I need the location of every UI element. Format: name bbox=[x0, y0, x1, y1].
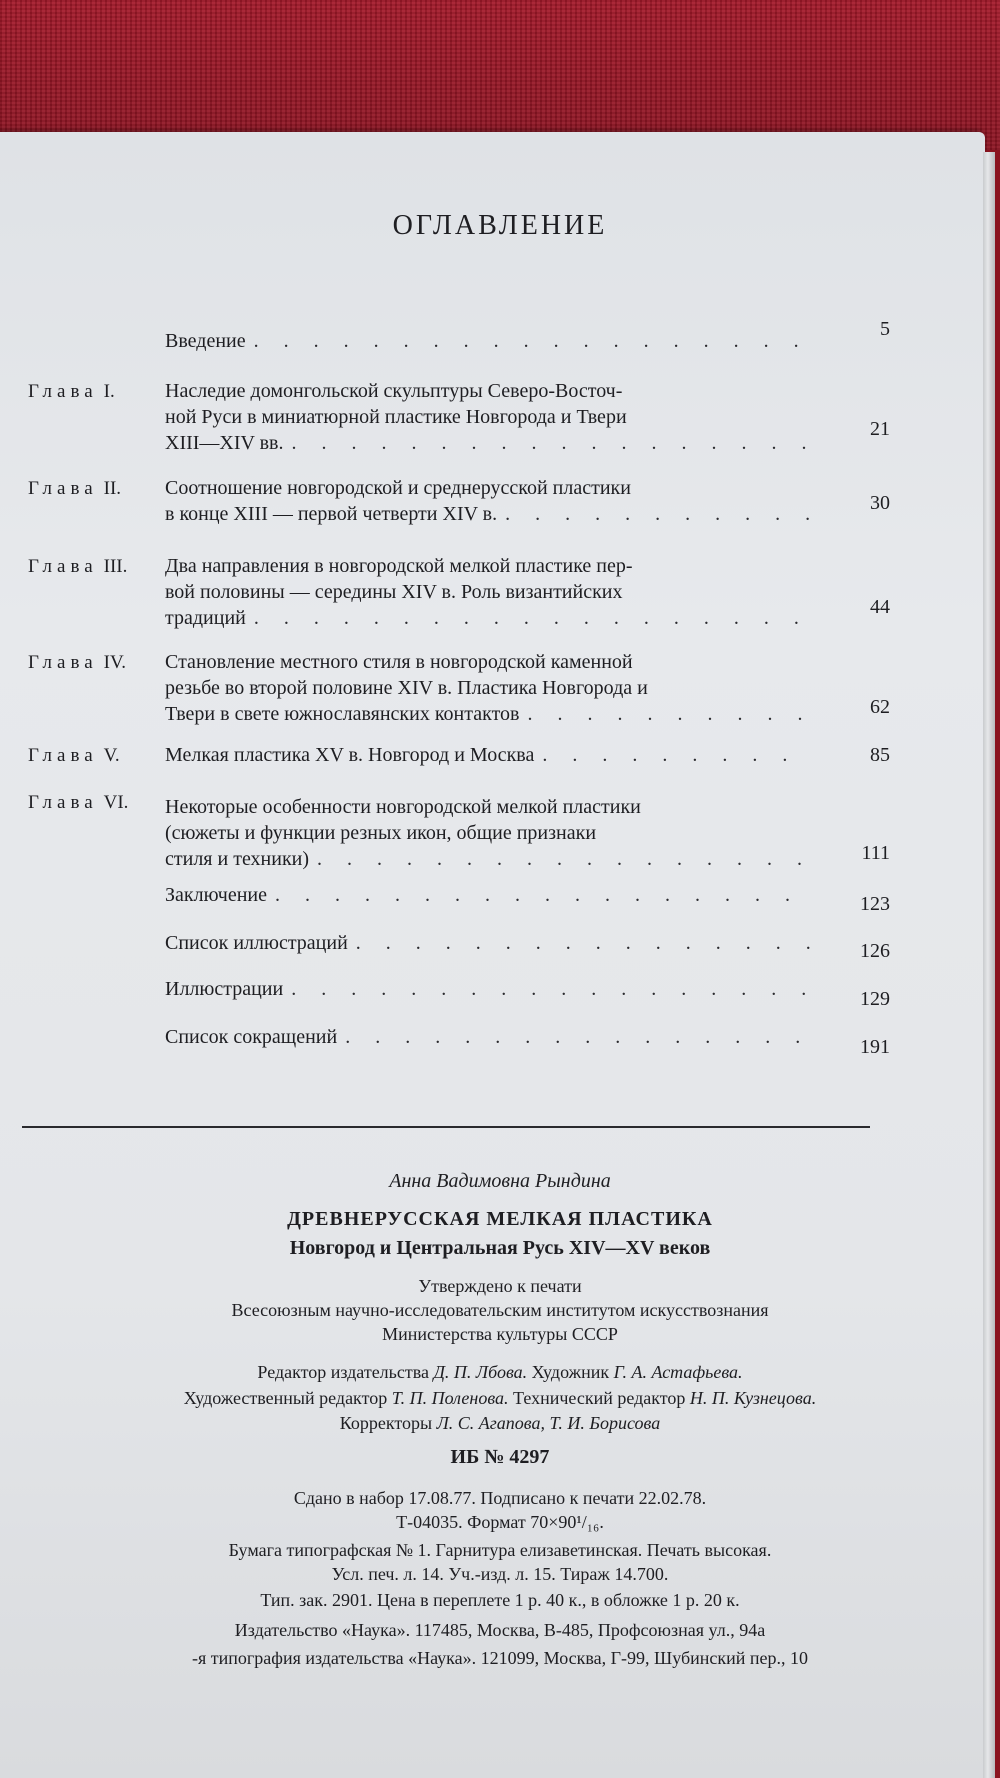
toc-page-number: 30 bbox=[870, 492, 890, 514]
dot-leader bbox=[275, 882, 810, 908]
book-subtitle: Новгород и Центральная Русь XIV—XV веков bbox=[289, 1237, 711, 1259]
toc-entry-chapter-5: Мелкая пластика XV в. Новгород и Москва . . . bbox=[165, 742, 810, 768]
print-line-1: Сдано в набор 17.08.77. Подписано к печати 22.02.78. bbox=[293, 1488, 707, 1508]
toc-page-number: 129 bbox=[860, 988, 890, 1010]
dot-leader bbox=[356, 930, 810, 956]
chapter-label: Глава III. bbox=[28, 556, 128, 577]
toc-entry-chapter-4: Становление местного стиля в новгородской каменной резьбе во второй половине XIV в. Пластика Новгорода и Твери в свете южнославянских контактов . . . bbox=[165, 649, 810, 727]
print-line-7: -я типография издательства «Наука». 121099, Москва, Г-99, Шубинский пер., 10 bbox=[192, 1648, 808, 1668]
dot-leader bbox=[317, 846, 810, 872]
print-line-6: Издательство «Наука». 117485, Москва, В-485, Профсоюзная ул., 94а bbox=[234, 1620, 766, 1640]
toc-page-number: 44 bbox=[870, 596, 890, 618]
toc-title: ОГЛАВЛЕНИЕ bbox=[392, 210, 608, 241]
page-edge bbox=[983, 152, 995, 1778]
toc-page-number: 5 bbox=[880, 318, 890, 340]
dot-leader bbox=[505, 501, 810, 527]
author-name: Анна Вадимовна Рындина bbox=[389, 1170, 611, 1192]
toc-entry-intro bbox=[165, 328, 810, 354]
print-line-5: Тип. зак. 2901. Цена в переплете 1 р. 40 к., в обложке 1 р. 20 к. bbox=[260, 1590, 740, 1610]
approval-line-3: Министерства культуры СССР bbox=[382, 1324, 618, 1344]
art-editor-line: Художественный редактор Т. П. Поленова. Технический редактор Н. П. Кузнецова. bbox=[183, 1388, 817, 1408]
editor-line: Редактор издательства Д. П. Лбова. Художник Г. А. Астафьева. bbox=[257, 1362, 743, 1382]
chapter-label: Глава II. bbox=[28, 478, 122, 499]
toc-page-number: 191 bbox=[860, 1036, 890, 1058]
toc-entry-chapter-2: Соотношение новгородской и среднерусской пластики в конце XIII — первой четверти XIV в. . . . bbox=[165, 475, 810, 527]
toc-entry-illustrations: Иллюстрации . . . bbox=[165, 976, 810, 1002]
dot-leader bbox=[254, 328, 810, 354]
chapter-label: Глава VI. bbox=[28, 792, 129, 813]
print-line-3: Бумага типографская № 1. Гарнитура елизаветинская. Печать высокая. bbox=[228, 1540, 772, 1560]
divider-rule bbox=[22, 1126, 870, 1128]
dot-leader bbox=[345, 1024, 810, 1050]
approval-line-1: Утверждено к печати bbox=[418, 1276, 582, 1296]
toc-page-number: 85 bbox=[870, 744, 890, 766]
toc-entry-chapter-3: Два направления в новгородской мелкой пластике пер- вой половины — середины XIV в. Роль византийских традиций . . . bbox=[165, 553, 810, 631]
print-line-2: Т-04035. Формат 70×90¹/₁₆. bbox=[396, 1512, 604, 1532]
dot-leader bbox=[527, 701, 810, 727]
toc-entry-abbreviations: Список сокращений . . . bbox=[165, 1024, 810, 1050]
dot-leader bbox=[291, 976, 810, 1002]
toc-entry-conclusion: Заключение . . . bbox=[165, 882, 810, 908]
print-line-4: Усл. печ. л. 14. Уч.-изд. л. 15. Тираж 14.700. bbox=[331, 1564, 669, 1584]
red-cloth-background bbox=[0, 0, 1000, 150]
dot-leader bbox=[254, 605, 810, 631]
approval-line-2: Всесоюзным научно-исследовательским институтом искусствознания bbox=[231, 1300, 769, 1320]
dot-leader bbox=[542, 742, 810, 768]
toc-page-number: 126 bbox=[860, 940, 890, 962]
chapter-label: Глава V. bbox=[28, 745, 120, 766]
chapter-label: Глава I. bbox=[28, 381, 115, 402]
book-title: ДРЕВНЕРУССКАЯ МЕЛКАЯ ПЛАСТИКА bbox=[287, 1208, 713, 1230]
chapter-label: Глава IV. bbox=[28, 652, 126, 673]
toc-entry-text: Введение bbox=[165, 330, 246, 352]
toc-page-number: 111 bbox=[861, 842, 890, 864]
toc-entry-illustration-list: Список иллюстраций . . . bbox=[165, 930, 810, 956]
ib-number: ИБ № 4297 bbox=[450, 1446, 550, 1468]
toc-entry-chapter-1: Наследие домонгольской скульптуры Северо-Восточ- ной Руси в миниатюрной пластике Новгорода и Твери XIII—XIV вв. . . . bbox=[165, 378, 810, 456]
toc-page-number: 21 bbox=[870, 418, 890, 440]
dot-leader bbox=[292, 430, 811, 456]
correctors-line: Корректоры Л. С. Агапова, Т. И. Борисова bbox=[339, 1413, 661, 1433]
toc-page-number: 123 bbox=[860, 893, 890, 915]
toc-page-number: 62 bbox=[870, 696, 890, 718]
toc-entry-chapter-6: Некоторые особенности новгородской мелкой пластики (сюжеты и функции резных икон, общие признаки стиля и техники) . . . bbox=[165, 794, 810, 872]
